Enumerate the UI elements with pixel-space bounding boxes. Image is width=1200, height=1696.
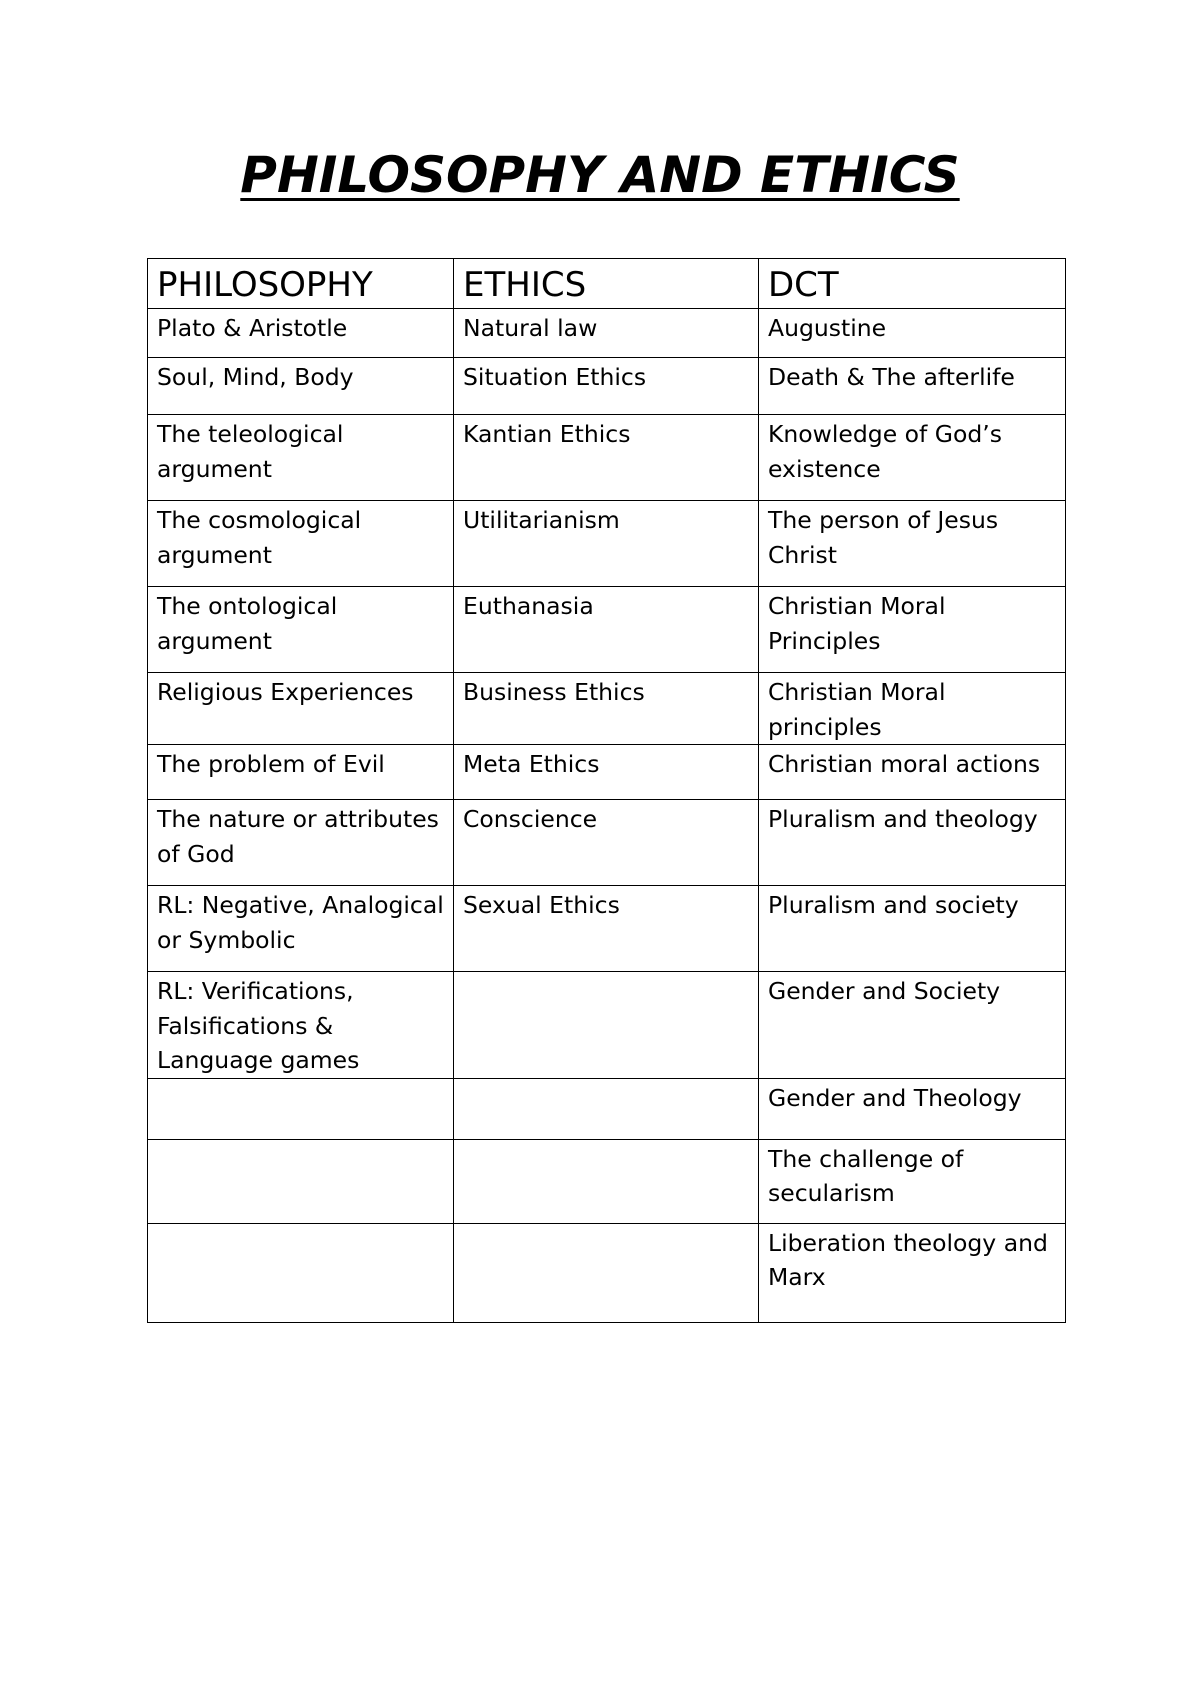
table-cell — [148, 1078, 454, 1139]
table-cell — [454, 1139, 759, 1223]
header-philosophy: PHILOSOPHY — [148, 259, 454, 309]
table-cell: Pluralism and theology — [759, 800, 1066, 886]
table-cell: Christian Moral principles — [759, 673, 1066, 745]
table-cell: RL: Verifications, Falsifications & Language games — [148, 972, 454, 1079]
table-row — [148, 1078, 1066, 1139]
header-ethics: ETHICS — [454, 259, 759, 309]
table-row — [148, 358, 1066, 415]
table-row — [148, 673, 1066, 745]
table-row — [148, 1223, 1066, 1322]
table-row — [148, 309, 1066, 358]
table-cell: The cosmological argument — [148, 501, 454, 587]
table-cell: The teleological argument — [148, 415, 454, 501]
table-cell: Knowledge of God’s existence — [759, 415, 1066, 501]
table-cell: The person of Jesus Christ — [759, 501, 1066, 587]
table-cell: Soul, Mind, Body — [148, 358, 454, 415]
table-cell: Utilitarianism — [454, 501, 759, 587]
table-cell: Gender and Theology — [759, 1078, 1066, 1139]
topics-table — [147, 258, 1066, 1323]
table-cell: Kantian Ethics — [454, 415, 759, 501]
table-cell — [454, 1078, 759, 1139]
page-title-text: PHILOSOPHY AND ETHICS — [240, 146, 960, 204]
table-row — [148, 1139, 1066, 1223]
table-cell: Augustine — [759, 309, 1066, 358]
table-cell: The problem of Evil — [148, 745, 454, 800]
table-cell: Death & The afterlife — [759, 358, 1066, 415]
table-cell — [454, 972, 759, 1079]
table-cell: Gender and Society — [759, 972, 1066, 1079]
table-cell: The challenge of secularism — [759, 1139, 1066, 1223]
table-cell: Liberation theology and Marx — [759, 1223, 1066, 1322]
table-cell — [148, 1223, 454, 1322]
table-row — [148, 501, 1066, 587]
table-cell: Natural law — [454, 309, 759, 358]
table-row — [148, 886, 1066, 972]
table-row — [148, 972, 1066, 1079]
table-cell: Business Ethics — [454, 673, 759, 745]
table-row — [148, 415, 1066, 501]
table-cell: Christian moral actions — [759, 745, 1066, 800]
table-cell — [454, 1223, 759, 1322]
table-row — [148, 587, 1066, 673]
table-cell: Euthanasia — [454, 587, 759, 673]
table-row — [148, 800, 1066, 886]
table-cell: Situation Ethics — [454, 358, 759, 415]
page-title — [0, 145, 1200, 205]
table-cell: Pluralism and society — [759, 886, 1066, 972]
table-cell: Meta Ethics — [454, 745, 759, 800]
table-cell — [148, 1139, 454, 1223]
table-cell: The ontological argument — [148, 587, 454, 673]
table-cell: Religious Experiences — [148, 673, 454, 745]
table-cell: Christian Moral Principles — [759, 587, 1066, 673]
table-row — [148, 745, 1066, 800]
table-cell: Conscience — [454, 800, 759, 886]
table-cell: RL: Negative, Analogical or Symbolic — [148, 886, 454, 972]
table-header-row — [148, 259, 1066, 309]
table-cell: Sexual Ethics — [454, 886, 759, 972]
table-cell: The nature or attributes of God — [148, 800, 454, 886]
header-dct: DCT — [759, 259, 1066, 309]
table-cell: Plato & Aristotle — [148, 309, 454, 358]
